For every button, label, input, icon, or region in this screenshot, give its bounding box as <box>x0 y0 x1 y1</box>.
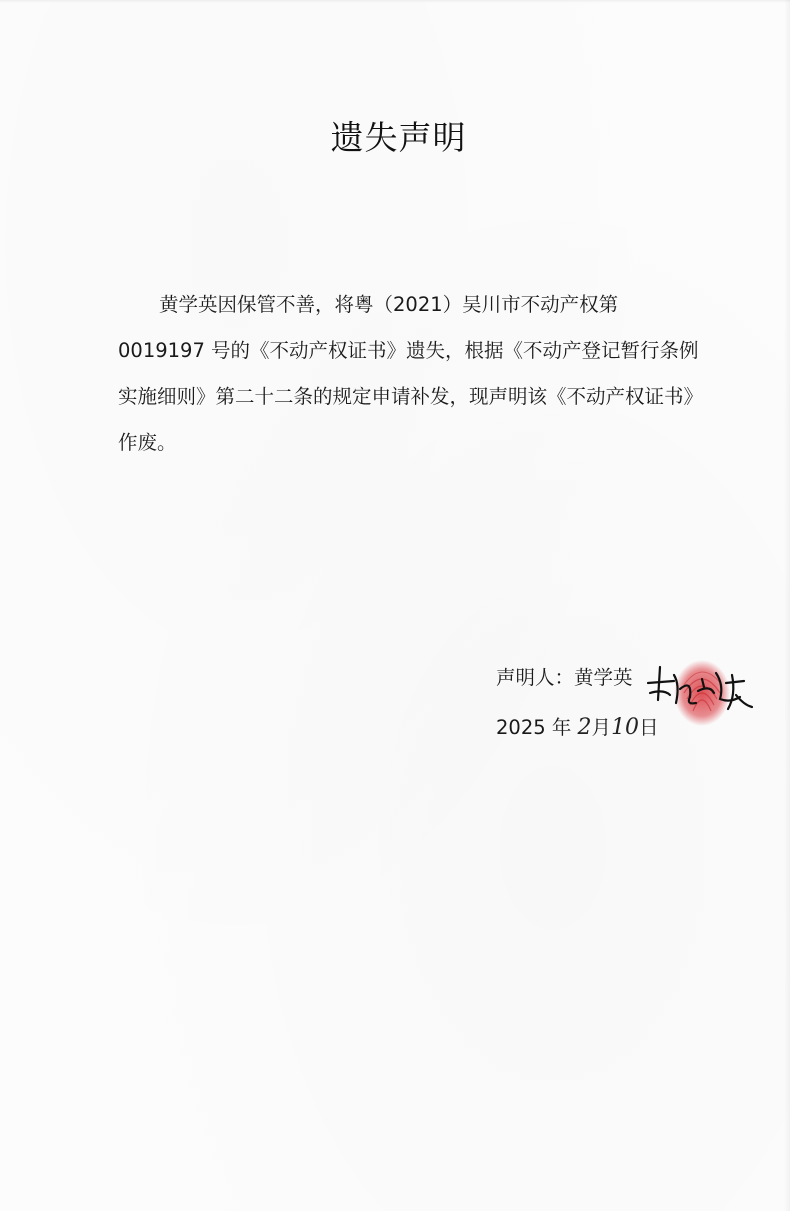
date-year: 2025 <box>496 716 546 739</box>
body-line: 黄学英因保管不善，将粤（2021）吴川市不动产权第 <box>159 293 619 316</box>
signing-date <box>496 713 659 743</box>
scan-edge-right <box>784 0 790 1211</box>
declarer-name: 黄学英 <box>574 666 633 689</box>
date-day: 10 <box>611 715 640 740</box>
date-year-suffix: 年 <box>545 716 572 739</box>
body-line: 作废。 <box>118 431 177 454</box>
declarer-label: 声明人： <box>496 666 575 689</box>
date-month-suffix: 月 <box>591 716 612 739</box>
body-line: 0019197 号的《不动产权证书》遗失，根据《不动产登记暂行条例 <box>118 339 699 362</box>
date-day-suffix: 日 <box>639 716 659 739</box>
declaration-body <box>118 282 704 466</box>
date-month: 2 <box>577 715 592 740</box>
declarer-line <box>496 664 633 692</box>
scan-edge-top <box>0 0 790 3</box>
document-title: 遗失声明 <box>330 118 467 157</box>
body-line: 实施细则》第二十二条的规定申请补发，现声明该《不动产权证书》 <box>118 385 704 408</box>
